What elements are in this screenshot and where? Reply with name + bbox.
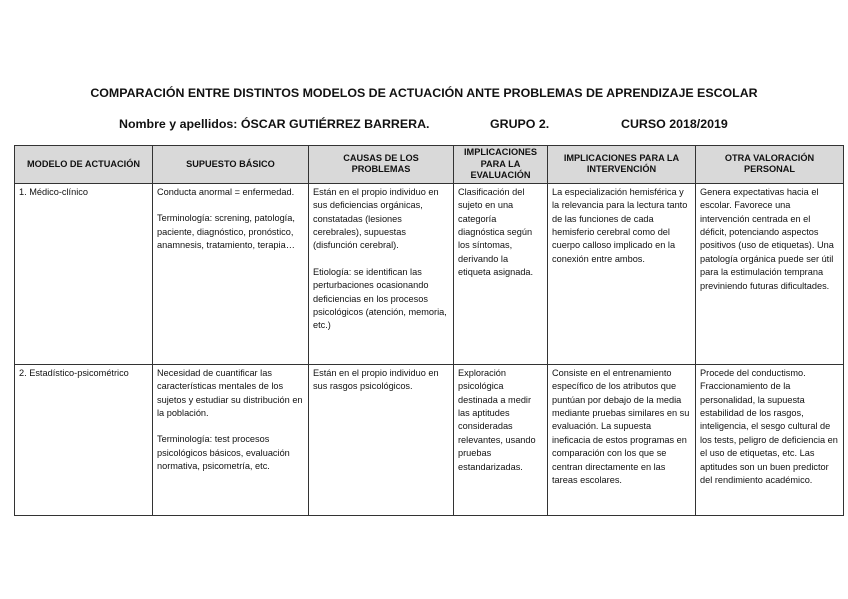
basic-paragraph-1: Necesidad de cuantificar las características mentales de los sujetos y estudiar su distribución en la población. bbox=[157, 367, 303, 418]
group-label: GRUPO 2. bbox=[490, 117, 550, 131]
cell-intervention: La especialización hemisférica y la relevancia para la lectura tanto de las funciones de cada hemisferio cerebral como del cuerpo calloso implicado en la conexión entre ambos. bbox=[548, 183, 696, 364]
cell-basic-assumption bbox=[153, 183, 309, 364]
causes-paragraph-2: Etiología: se identifican las perturbaciones ocasionando deficiencias en los procesos psicológicos (atención, memoria, etc.) bbox=[313, 266, 447, 331]
causes-paragraph-1: Están en el propio individuo en sus deficiencias orgánicas, constatadas (lesiones cerebrales), supuestas (disfunción cerebral). bbox=[313, 186, 439, 251]
basic-paragraph-1: Conducta anormal = enfermedad. bbox=[157, 186, 295, 197]
basic-paragraph-2: Terminología: test procesos psicológicos básicos, evaluación normativa, psicometría, etc. bbox=[157, 434, 290, 472]
header-basic-assumption: SUPUESTO BÁSICO bbox=[153, 146, 309, 184]
cell-causes bbox=[309, 364, 454, 515]
cell-personal: Procede del conductismo. Fraccionamiento de la personalidad, la supuesta estabilidad de los rasgos, inteligencia, el sesgo cultural de los tests, peligro de deficiencia en el uso de etiquetas, etc. Las aptitudes son un buen predictor del rendimiento académico. bbox=[696, 364, 844, 515]
cell-causes bbox=[309, 183, 454, 364]
course-label: CURSO 2018/2019 bbox=[621, 117, 728, 131]
header-model: MODELO DE ACTUACIÓN bbox=[15, 146, 153, 184]
comparison-table bbox=[14, 145, 844, 516]
document-title: COMPARACIÓN ENTRE DISTINTOS MODELOS DE ACTUACIÓN ANTE PROBLEMAS DE APRENDIZAJE ESCOLAR bbox=[90, 86, 758, 100]
table-row bbox=[15, 364, 844, 515]
cell-intervention: Consiste en el entrenamiento específico de los atributos que puntúan por debajo de la media mediante pruebas similares en su evaluación. La supuesta ineficacia de estos programas en comparación con los que se centran directamente en las tareas escolares. bbox=[548, 364, 696, 515]
header-personal: OTRA VALORACIÓN PERSONAL bbox=[696, 146, 844, 184]
header-intervention: IMPLICACIONES PARA LA INTERVENCIÓN bbox=[548, 146, 696, 184]
basic-paragraph-2: Terminología: screning, patología, paciente, diagnóstico, pronóstico, anamnesis, tratamiento, terapia… bbox=[157, 213, 295, 250]
cell-model: 1. Médico-clínico bbox=[15, 183, 153, 364]
cell-personal: Genera expectativas hacia el escolar. Favorece una intervención centrada en el déficit, potenciando aspectos positivos (uso de etiquetas). Una patología orgánica puede ser útil para la estimulación temprana previniendo futuras dificultades. bbox=[696, 183, 844, 364]
cell-model: 2. Estadístico-psicométrico bbox=[15, 364, 153, 515]
table-row bbox=[15, 183, 844, 364]
table-header-row bbox=[15, 146, 844, 184]
cell-evaluation: Exploración psicológica destinada a medir las aptitudes consideradas relevantes, usando pruebas estandarizadas. bbox=[454, 364, 548, 515]
header-evaluation: IMPLICACIONES PARA LA EVALUACIÓN bbox=[454, 146, 548, 184]
cell-basic-assumption bbox=[153, 364, 309, 515]
causes-paragraph-1: Están en el propio individuo en sus rasgos psicológicos. bbox=[313, 367, 439, 392]
student-name: Nombre y apellidos: ÓSCAR GUTIÉRREZ BARRERA. bbox=[119, 117, 430, 131]
header-causes: CAUSAS DE LOS PROBLEMAS bbox=[309, 146, 454, 184]
cell-evaluation: Clasificación del sujeto en una categoría diagnóstica según los síntomas, derivando la etiqueta asignada. bbox=[454, 183, 548, 364]
